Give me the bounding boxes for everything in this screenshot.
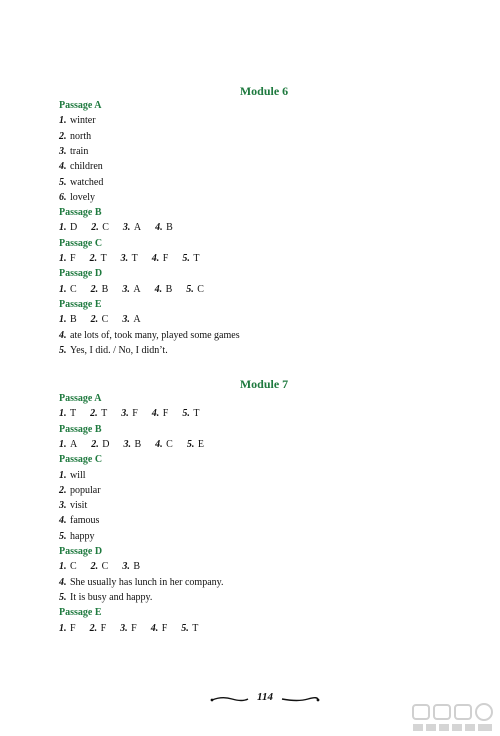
answer-item — [59, 192, 95, 203]
answer-item — [59, 177, 103, 188]
answer-text: F — [162, 253, 169, 264]
question-number: 5. — [181, 622, 189, 634]
answer-item — [90, 408, 107, 419]
question-number: 3. — [122, 283, 130, 295]
passage-heading: Passage E — [59, 298, 102, 310]
question-number: 3. — [120, 253, 129, 264]
question-number: 4. — [59, 515, 67, 527]
answer-item — [59, 561, 77, 572]
answer-text: happy — [70, 530, 95, 542]
answer-text: C — [197, 283, 204, 295]
answer-item — [59, 131, 91, 142]
answer-text: B — [165, 283, 173, 295]
answer-text: A — [133, 314, 141, 326]
answer-line — [59, 531, 94, 542]
answer-text: B — [101, 283, 109, 295]
answer-item — [59, 345, 168, 356]
question-number: 3. — [122, 314, 130, 326]
question-number: 1. — [59, 115, 67, 127]
answer-text: F — [161, 622, 168, 634]
answer-text: D — [70, 222, 78, 234]
question-number: 2. — [90, 408, 98, 420]
module-title: Module 6 — [239, 84, 289, 98]
question-number: 6. — [59, 191, 67, 203]
answer-text: B — [134, 438, 142, 450]
answer-text: B — [133, 561, 141, 573]
answer-item — [122, 561, 140, 572]
answer-item — [59, 515, 99, 526]
question-number: 4. — [150, 622, 159, 634]
question-number: 5. — [186, 283, 194, 295]
question-number: 3. — [122, 561, 130, 573]
passage-heading: Passage C — [59, 454, 103, 466]
answer-item — [59, 485, 101, 496]
passage-heading: Passage A — [59, 100, 102, 111]
answer-text: Yes, I did. / No, I didn’t. — [70, 344, 168, 356]
answer-line — [59, 131, 91, 142]
answer-text: winter — [70, 115, 96, 127]
answer-item — [59, 284, 77, 295]
answer-item — [182, 408, 199, 419]
answer-line — [59, 192, 95, 203]
answer-item — [91, 314, 109, 325]
answer-line — [59, 561, 140, 572]
question-number: 2. — [59, 484, 67, 496]
answer-line — [59, 577, 224, 588]
answer-line — [59, 439, 204, 450]
answer-item — [152, 253, 169, 264]
passage-heading: Passage E — [59, 607, 102, 619]
answer-item — [152, 408, 169, 419]
answer-item — [59, 592, 152, 603]
answer-line — [59, 314, 141, 325]
answer-text: ate lots of, took many, played some games — [70, 329, 240, 341]
question-number: 2. — [91, 222, 99, 234]
answer-text: will — [70, 469, 86, 481]
question-number: 4. — [155, 222, 163, 234]
answer-text: C — [101, 314, 109, 326]
passage-heading: Passage D — [59, 546, 103, 557]
watermark-logo — [410, 702, 498, 734]
answer-item — [187, 439, 204, 450]
answer-line — [59, 161, 103, 172]
question-number: 1. — [59, 253, 67, 264]
answer-item — [91, 439, 109, 450]
answer-text: T — [70, 408, 77, 420]
answer-text: It is busy and happy. — [70, 591, 153, 603]
question-number: 4. — [59, 161, 67, 173]
question-number: 5. — [59, 591, 67, 603]
answer-line — [59, 345, 168, 356]
answer-item — [59, 531, 94, 542]
answer-item — [186, 284, 204, 295]
answer-text: D — [102, 438, 110, 450]
answer-text: popular — [70, 484, 101, 496]
question-number: 2. — [90, 314, 99, 326]
answer-text: T — [193, 253, 200, 264]
answer-item — [59, 439, 77, 450]
answer-text: lovely — [70, 191, 95, 203]
answer-text: C — [70, 561, 77, 573]
answer-text: A — [133, 222, 142, 234]
passage-heading: Passage B — [59, 423, 102, 435]
answer-item — [59, 115, 96, 126]
question-number: 3. — [121, 408, 129, 420]
answer-text: F — [132, 408, 138, 420]
answer-item — [59, 470, 86, 481]
passage-heading: Passage A — [59, 393, 102, 404]
question-number: 4. — [59, 329, 67, 341]
module-title: Module 7 — [239, 377, 289, 391]
answer-text: T — [100, 253, 107, 264]
answer-line — [59, 222, 173, 233]
question-number: 1. — [59, 314, 67, 326]
answer-text: A — [70, 438, 78, 450]
answer-text: F — [162, 408, 169, 420]
question-number: 4. — [154, 283, 163, 295]
answer-item — [59, 161, 103, 172]
answer-item — [59, 577, 224, 588]
answer-line — [59, 284, 204, 295]
answer-item — [182, 253, 199, 264]
question-number: 2. — [90, 283, 99, 295]
answer-line — [59, 623, 198, 634]
answer-item — [155, 222, 173, 233]
question-number: 2. — [91, 438, 99, 450]
question-number: 5. — [59, 344, 67, 356]
answer-line — [59, 177, 103, 188]
question-number: 3. — [122, 222, 131, 234]
answer-item — [155, 284, 173, 295]
answer-text: F — [70, 622, 76, 634]
answer-text: T — [192, 622, 199, 634]
answer-line — [59, 253, 199, 264]
answer-line — [59, 146, 88, 157]
answer-item — [123, 439, 141, 450]
answer-item — [59, 500, 87, 511]
question-number: 3. — [120, 622, 128, 634]
passage-heading: Passage D — [59, 268, 103, 280]
question-number: 1. — [59, 222, 67, 234]
answer-line — [59, 408, 199, 419]
answer-text: F — [70, 253, 76, 264]
answer-line — [59, 515, 99, 526]
answer-item — [181, 623, 198, 634]
answer-text: E — [197, 438, 204, 450]
answer-item — [59, 253, 76, 264]
answer-item — [59, 314, 77, 325]
question-number: 5. — [182, 408, 190, 420]
answer-text: T — [131, 253, 138, 264]
answer-item — [59, 146, 88, 157]
page-footer — [210, 691, 320, 707]
question-number: 1. — [59, 283, 67, 295]
answer-text: children — [70, 161, 103, 173]
answer-item — [122, 284, 140, 295]
answer-item — [91, 284, 109, 295]
question-number: 1. — [59, 408, 67, 420]
question-number: 3. — [59, 500, 67, 512]
answer-item — [91, 561, 109, 572]
question-number: 5. — [186, 438, 195, 450]
question-number: 4. — [155, 438, 163, 450]
answer-text: T — [101, 408, 108, 420]
question-number: 4. — [151, 408, 160, 420]
answer-item — [91, 222, 109, 233]
answer-item — [120, 623, 137, 634]
answer-line — [59, 115, 96, 126]
question-number: 1. — [59, 561, 67, 573]
question-number: 2. — [89, 253, 98, 264]
answer-item — [59, 408, 76, 419]
question-number: 5. — [182, 253, 190, 264]
answer-text: B — [166, 222, 173, 234]
answer-line — [59, 500, 87, 511]
answer-text: T — [193, 408, 200, 420]
answer-text: She usually has lunch in her company. — [70, 576, 224, 588]
question-number: 4. — [151, 253, 160, 264]
question-number: 2. — [90, 561, 99, 573]
question-number: 1. — [59, 622, 67, 634]
answer-item — [121, 408, 138, 419]
answer-item — [151, 623, 168, 634]
passage-heading: Passage C — [59, 237, 103, 249]
answer-item — [122, 314, 140, 325]
question-number: 3. — [123, 438, 131, 450]
answer-line — [59, 330, 240, 341]
answer-item — [90, 253, 107, 264]
answer-text: north — [70, 130, 92, 142]
question-number: 2. — [59, 130, 67, 142]
answer-item — [59, 623, 76, 634]
answer-text: A — [133, 283, 141, 295]
answer-item — [121, 253, 138, 264]
question-number: 5. — [59, 176, 67, 188]
answer-item — [90, 623, 107, 634]
question-number: 5. — [59, 530, 67, 542]
answer-text: C — [70, 283, 77, 295]
answer-text: visit — [70, 500, 88, 512]
answer-text: F — [131, 622, 137, 634]
answer-item — [59, 222, 77, 233]
answer-item — [123, 222, 141, 233]
answer-text: watched — [70, 176, 104, 188]
answer-line — [59, 592, 152, 603]
answer-item — [59, 330, 240, 341]
answer-text: C — [166, 438, 173, 450]
question-number: 1. — [59, 438, 67, 450]
answer-text: train — [70, 145, 89, 157]
answer-line — [59, 485, 101, 496]
answer-item — [155, 439, 173, 450]
answer-text: famous — [70, 515, 100, 527]
answer-text: F — [100, 622, 107, 634]
passage-heading: Passage B — [59, 207, 102, 219]
question-number: 4. — [59, 576, 67, 588]
right-ornament-icon — [280, 695, 320, 703]
answer-text: C — [102, 222, 109, 234]
question-number: 2. — [89, 622, 98, 634]
answer-line — [59, 470, 86, 481]
question-number: 3. — [59, 145, 67, 157]
page-number: 114 — [257, 691, 273, 703]
answer-text: B — [70, 314, 77, 326]
question-number: 1. — [59, 469, 67, 481]
answer-text: C — [101, 561, 109, 573]
